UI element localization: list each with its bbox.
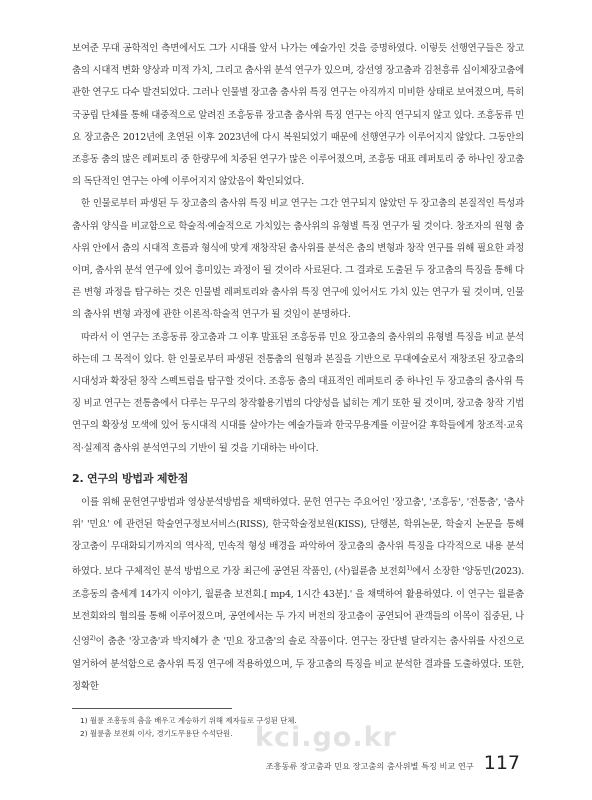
- paragraph-4-part-a: 이를 위해 문헌연구방법과 영상분석방법을 채택하였다. 문헌 연구는 주요어인 '장고춤', '조흥동', '전통춤', '춤사위' '민요' 에 관련된 학술연구정보서비스(RISS), 한국학술정보원(KISS), 단행본, 학위논문, 학술지 논문을 통해 장고춤이 무대화되기까지의 역사적, 민속적 형성 배경을 파악하여 장고춤의 춤사위 특징을 다각적으로 내용 분석하였다. 보다 구체적인 분석 방법으로 가장 최근에 공연된 작품인, (사)월륜춤 보전회: [72, 496, 524, 578]
- paragraph-3: 따라서 이 연구는 조흥동류 장고춤과 그 이후 발표된 조흥동류 민요 장고춤의 춤사위의 유형별 특징을 비교 분석하는데 그 목적이 있다. 한 인물로부터 파생된 전통춤의 원형과 본질을 기반으로 무대예술로서 재창조된 장고춤의 시대성과 확장된 창작 스펙트럼을 탐구할 것이다. 조흥동 춤의 대표적인 레퍼토리 중 하나인 두 장고춤의 춤사위 특징 비교 연구는 전통춤에서 다루는 무구의 창작활용기법의 다양성을 넓히는 계기 또한 될 것이며, 장고춤 창작 기법 연구의 확장성 모색에 있어 동시대적 시대를 살아가는 예술가들과 한국무용계를 이끌어갈 후학들에게 창조적·교육적·실제적 춤사위 분석연구의 기반이 될 것을 기대하는 바이다.: [72, 331, 524, 454]
- paragraph-4-part-c: 이 춤춘 '장고춤'과 박지혜가 춘 '민요 장고춤'의 솔로 작품이다. 연구는 장단별 달라지는 춤사위를 사진으로 열거하여 분석함으로 춤사위 특징 연구에 적용하였으며, 두 장고춤의 특징을 비교 분석한 결과를 도출하였다. 또한, 정확한: [72, 636, 524, 692]
- paragraph-1: 보여준 무대 공학적인 측면에서도 그가 시대를 앞서 나가는 예술가인 것을 증명하였다. 이렇듯 선행연구들은 장고춤의 시대적 변화 양상과 미적 가치, 그리고 춤사위 분석 연구가 있으며, 강선영 장고춤과 김천흥류 십이체장고춤에 관한 연구도 다수 발견되었다. 그러나 인물별 장고춤 춤사위 특징 연구는 아직까지 미비한 상태로 보여졌으며, 특히 국공립 단체를 통해 대중적으로 알려진 조흥동류 장고춤 춤사위 특징 연구는 아직 연구되지 않고 있다. 조흥동류 민요 장고춤은 2012년에 초연된 이후 2023년에 다시 복원되었기 때문에 선행연구가 이루어지지 않았다. 그동안의 조흥동 춤의 많은 레퍼토리 중 한량무에 치중된 연구가 많은 이루어졌으며, 조흥동 대표 레퍼토리 중 하나인 장고춤의 독단적인 연구는 아예 이루어지지 않았음이 확인되었다.: [72, 43, 524, 188]
- running-title: 조흥동류 장고춤과 민요 장고춤의 춤사위별 특징 비교 연구: [265, 761, 474, 771]
- footnote-divider: [72, 708, 232, 709]
- paragraph-4-part-b: 에서 소장한 '양동민(2023). 조흥동의 춤세계 14가지 이야기, 월륜춤 보전회.[ mp4, 1시간 43분].' 을 채택하여 활용하였다. 이 연구는 월륜춤 보전회와의 협의를 통해 이루어졌으며, 공연에서는 두 가지 버전의 장고춤이 공연되어 관객들의 이목이 집중된, 나신영: [72, 566, 524, 648]
- footnote-1: 1) 월륜 조흥동의 춤을 배우고 계승하기 위해 제자들로 구성된 단체.: [80, 716, 297, 725]
- watermark: kci.go.kr: [255, 722, 397, 753]
- body-text: [72, 38, 524, 698]
- paragraph-4: [72, 492, 524, 698]
- footnote-2: 2) 월륜춤 보전회 이사, 경기도무용단 수석단원.: [80, 728, 233, 738]
- footnote-ref-2[interactable]: 2): [89, 635, 96, 643]
- page-number: 117: [483, 752, 520, 774]
- paragraph-2: 한 인물로부터 파생된 두 장고춤의 춤사위 특징 비교 연구는 그간 연구되지 않았던 두 장고춤의 본질적인 특성과 춤사위 양식을 비교함으로 학술적·예술적으로 가치있는 춤사위의 유형별 특징 연구가 될 것이다. 창조자의 원형 춤사위 안에서 춤의 시대적 흐름과 형식에 맞게 재창작된 춤사위를 분석은 춤의 변형과 창작 연구를 위해 필요한 과정이며, 춤사위 분석 연구에 있어 흥미있는 과정이 될 것이라 사료된다. 그 결과로 도출된 두 장고춤의 특징을 통해 다른 변형 과정을 탐구하는 것은 인물별 레퍼토리와 춤사위 특징 연구에 있어서도 가치 있는 연구가 될 것이며, 인물의 춤사위 변형 과정에 관한 이론적·학술적 연구가 될 것임이 분명하다.: [72, 198, 524, 321]
- running-footer: [266, 752, 520, 774]
- section-heading: 2. 연구의 방법과 제한점: [72, 471, 189, 485]
- footnote-ref-1[interactable]: 1): [406, 565, 413, 573]
